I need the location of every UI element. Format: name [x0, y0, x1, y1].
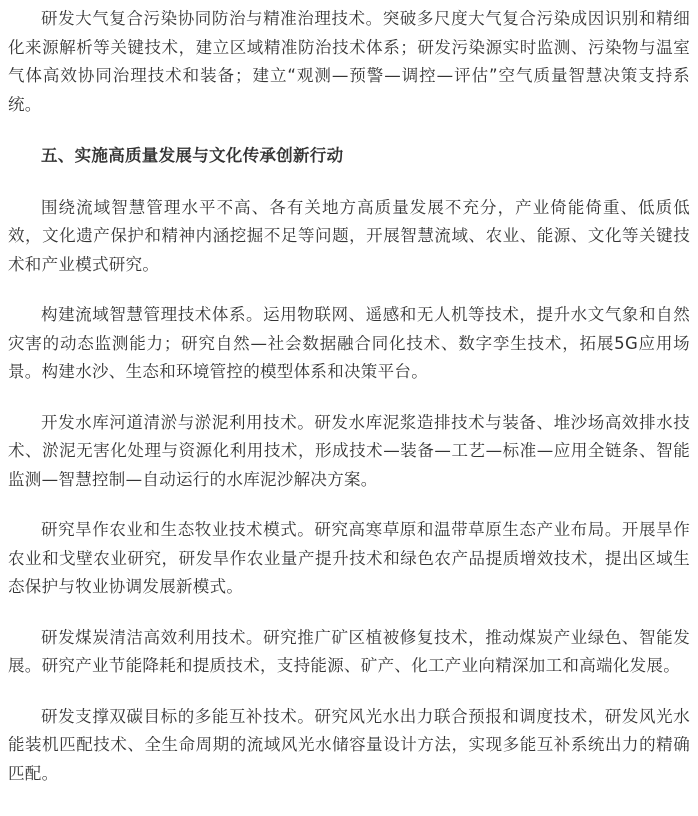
paragraph-dryland-farming: 研究旱作农业和生态牧业技术模式。研究高寒草原和温带草原生态产业布局。开展旱作农业和戈壁农业研究，研发旱作农业量产提升技术和绿色农产品提质增效技术，提出区域生态保护与牧业协调发展新模式。 — [8, 520, 690, 596]
paragraph-reservoir-dredging: 开发水库河道清淤与淤泥利用技术。研发水库泥浆造排技术与装备、堆沙场高效排水技术、淤泥无害化处理与资源化利用技术，形成技术—装备—工艺—标准—应用全链条、智能监测—智慧控制—自动运行的水库泥沙解决方案。 — [8, 412, 690, 489]
paragraph-multi-energy: 研发支撑双碳目标的多能互补技术。研究风光水出力联合预报和调度技术，研发风光水能装机匹配技术、全生命周期的流域风光水储容量设计方法，实现多能互补系统出力的精确匹配。 — [8, 706, 690, 783]
paragraph-smart-basin: 构建流域智慧管理技术体系。运用物联网、遥感和无人机等技术，提升水文气象和自然灾害的动态监测能力；研究自然—社会数据融合同化技术、数字孪生技术，拓展5G应用场景。构建水沙、生态和环境管控的模型体系和决策平台。 — [8, 305, 690, 381]
section-heading: 五、实施高质量发展与文化传承创新行动 — [41, 146, 344, 165]
paragraph-clean-coal: 研发煤炭清洁高效利用技术。研究推广矿区植被修复技术，推动煤炭产业绿色、智能发展。研究产业节能降耗和提质技术，支持能源、矿产、化工产业向精深加工和高端化发展。 — [8, 627, 690, 675]
article-body — [8, 0, 690, 788]
paragraph-air-pollution: 研发大气复合污染协同防治与精准治理技术。突破多尺度大气复合污染成因识别和精细化来源解析等关键技术，建立区域精准防治技术体系；研发污染源实时监测、污染物与温室气体高效协同治理技术和装备；建立“观测—预警—调控—评估”空气质量智慧决策支持系统。 — [8, 9, 690, 114]
paragraph-intro: 围绕流域智慧管理水平不高、各有关地方高质量发展不充分，产业倚能倚重、低质低效，文化遗产保护和精神内涵挖掘不足等问题，开展智慧流域、农业、能源、文化等关键技术和产业模式研究。 — [8, 197, 690, 274]
